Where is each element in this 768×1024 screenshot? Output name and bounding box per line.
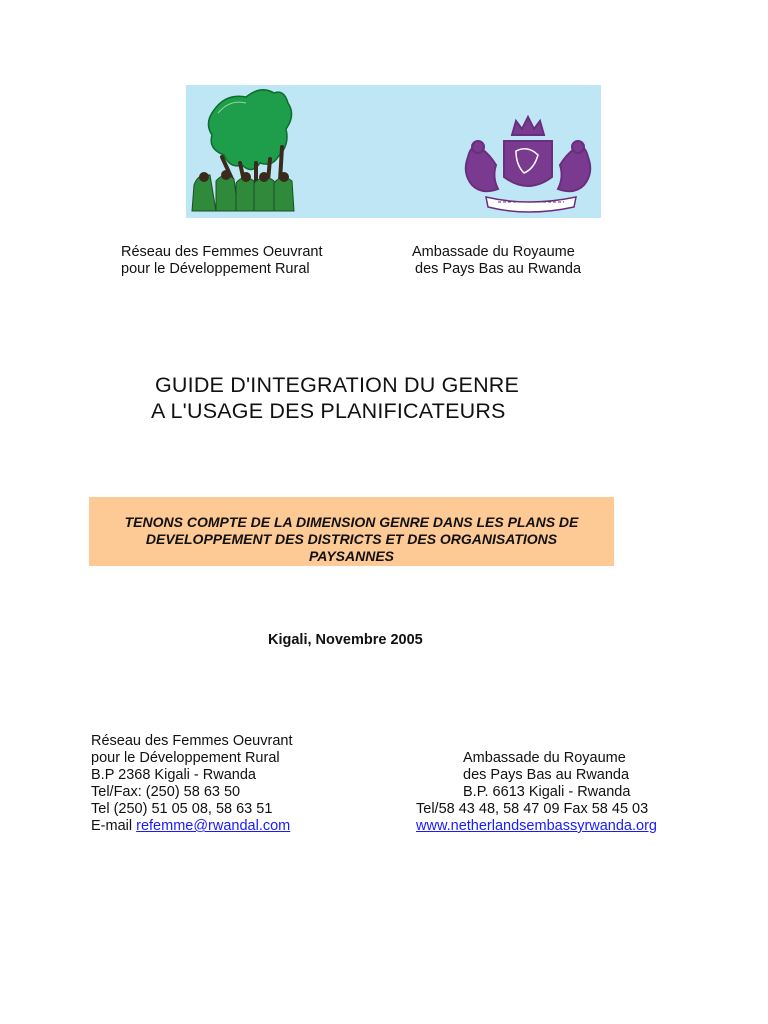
email-link[interactable]: refemme@rwandal.com: [136, 818, 291, 834]
netherlands-coat-of-arms: [466, 117, 591, 212]
header-left-line2: pour le Développement Rural: [121, 261, 310, 277]
subtitle-line3: PAYSANNES: [308, 548, 395, 564]
contact-left-line5: Tel (250) 51 05 08, 58 63 51: [91, 801, 273, 817]
contact-right-website: [416, 818, 657, 835]
document-title-line1: GUIDE D'INTEGRATION DU GENRE: [155, 373, 520, 397]
header-right-line2: des Pays Bas au Rwanda: [415, 261, 582, 277]
header-left-line1: Réseau des Femmes Oeuvrant: [121, 244, 323, 260]
contact-right-line3: B.P. 6613 Kigali - Rwanda: [463, 784, 631, 800]
contact-left-email-row: [91, 818, 290, 835]
subtitle-line1: TENONS COMPTE DE LA DIMENSION GENRE DANS LES PLANS DE: [124, 514, 579, 530]
contact-left-line1: Réseau des Femmes Oeuvrant: [91, 733, 293, 749]
contact-left-line3: B.P 2368 Kigali - Rwanda: [91, 767, 256, 783]
contact-right-line1: Ambassade du Royaume: [463, 750, 626, 766]
website-link[interactable]: www.netherlandsembassyrwanda.org: [416, 818, 657, 834]
contact-right-line2: des Pays Bas au Rwanda: [463, 767, 630, 783]
subtitle-box: [89, 497, 614, 566]
subtitle-line2: DEVELOPPEMENT DES DISTRICTS ET DES ORGANISATIONS: [145, 531, 558, 547]
contact-left-line4: Tel/Fax: (250) 58 63 50: [91, 784, 241, 800]
header-right-line1: Ambassade du Royaume: [412, 244, 575, 260]
email-label: E-mail: [91, 818, 137, 834]
women-holding-map-logo: [192, 90, 294, 211]
publication-date: Kigali, Novembre 2005: [268, 632, 423, 648]
document-title-line2: A L'USAGE DES PLANIFICATEURS: [151, 399, 506, 423]
logo-banner: [186, 85, 601, 218]
contact-right-line4: Tel/58 43 48, 58 47 09 Fax 58 45 03: [416, 801, 649, 817]
contact-left-line2: pour le Développement Rural: [91, 750, 280, 766]
